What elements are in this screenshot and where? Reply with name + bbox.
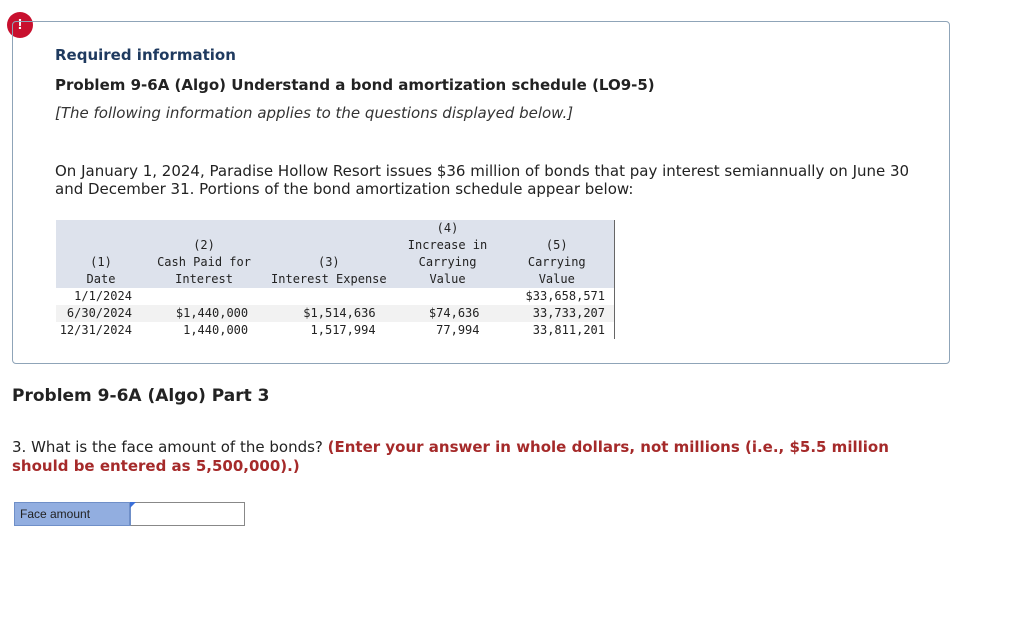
problem-title: Problem 9-6A (Algo) Understand a bond amortization schedule (LO9-5) xyxy=(55,76,655,94)
column-header-carrying-value: (5) Carrying Value xyxy=(527,238,586,286)
increase-cell: 77,994 xyxy=(436,323,480,337)
required-information-heading: Required information xyxy=(55,46,236,64)
carrying-cell: $33,658,571 xyxy=(525,289,605,303)
alert-icon: ! xyxy=(7,12,33,38)
column-header-increase: (4) Increase in Carrying Value xyxy=(407,221,488,286)
applies-note: [The following information applies to the questions displayed below.] xyxy=(55,104,574,122)
cash-cell xyxy=(146,288,262,305)
cash-cell: 1,440,000 xyxy=(183,323,249,337)
table-row xyxy=(56,288,615,305)
carrying-cell: 33,811,201 xyxy=(532,323,605,337)
face-amount-label: Face amount xyxy=(14,502,130,526)
question-instruction: (Enter your answer in whole dollars, not millions (i.e., $5.5 million should be entered as 5,500,000).) xyxy=(12,438,889,475)
column-header-date: (1) Date xyxy=(86,255,116,286)
schedule-header-row xyxy=(56,220,615,288)
question-text xyxy=(12,438,917,476)
column-header-cash-paid: (2) Cash Paid for Interest xyxy=(157,238,251,286)
expense-cell: 1,517,994 xyxy=(310,323,376,337)
bond-amortization-schedule xyxy=(56,220,615,339)
question-prompt: 3. What is the face amount of the bonds? xyxy=(12,438,328,456)
table-row xyxy=(56,322,615,339)
carrying-cell: 33,733,207 xyxy=(532,306,605,320)
date-cell: 12/31/2024 xyxy=(59,323,132,337)
input-corner-marker xyxy=(130,502,136,508)
expense-cell xyxy=(262,288,395,305)
table-row xyxy=(56,305,615,322)
part-title: Problem 9-6A (Algo) Part 3 xyxy=(12,386,270,406)
face-amount-input[interactable] xyxy=(130,502,245,526)
answer-row xyxy=(14,502,245,526)
problem-intro: On January 1, 2024, Paradise Hollow Resort issues $36 million of bonds that pay interest semiannually on June 30 and December 31. Portions of the bond amortization schedule appear below: xyxy=(55,162,910,198)
increase-cell: $74,636 xyxy=(428,306,480,320)
date-cell: 6/30/2024 xyxy=(66,306,132,320)
expense-cell: $1,514,636 xyxy=(303,306,376,320)
column-header-interest-expense: (3) Interest Expense xyxy=(271,255,387,286)
cash-cell: $1,440,000 xyxy=(175,306,249,320)
increase-cell xyxy=(396,288,500,305)
date-cell: 1/1/2024 xyxy=(74,289,132,303)
